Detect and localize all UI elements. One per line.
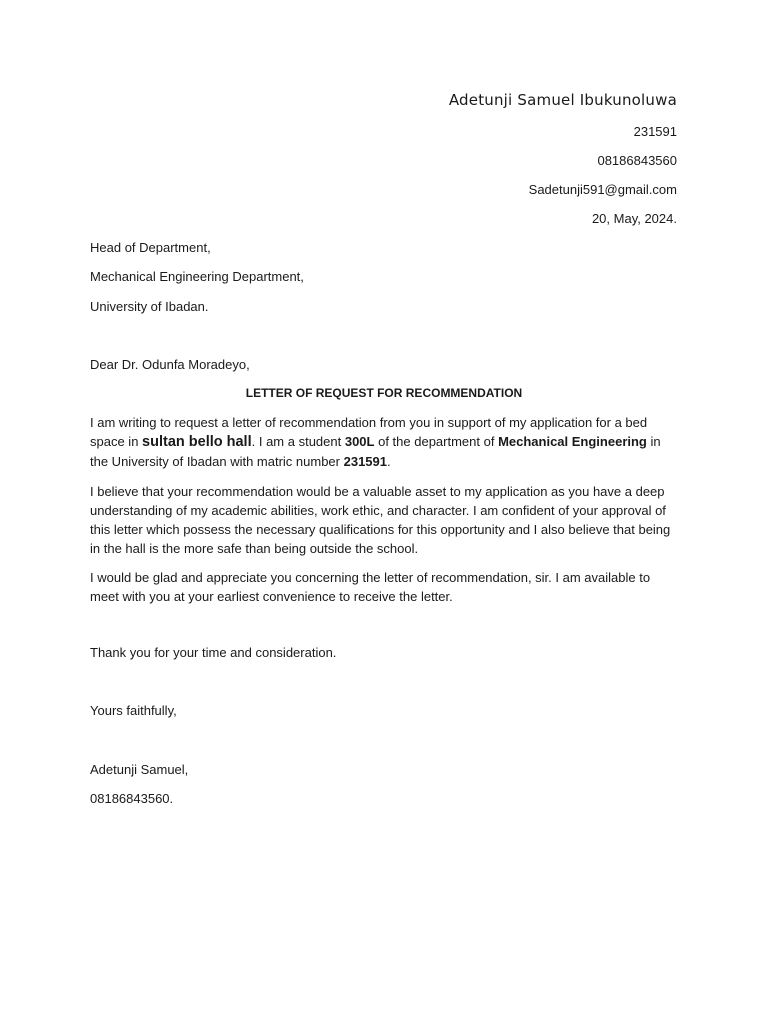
closing: Yours faithfully,	[90, 703, 177, 718]
paragraph-1-text-c: of the department of	[374, 434, 499, 449]
salutation: Dear Dr. Odunfa Moradeyo,	[90, 357, 250, 372]
paragraph-1-text-e: .	[387, 454, 391, 469]
sender-matric: 231591	[633, 124, 677, 139]
sender-name: Adetunji Samuel Ibukunoluwa	[448, 91, 677, 109]
sender-email: Sadetunji591@gmail.com	[528, 182, 677, 197]
letter-date: 20, May, 2024.	[591, 211, 677, 226]
sender-phone: 08186843560	[597, 153, 677, 168]
paragraph-2: I believe that your recommendation would be a valuable asset to my application as you have a deep understanding of my academic abilities, work ethic, and character. I am confident of your approval of this letter which possess the necessary qualifications for this opportunity and I also believe that being in the hall is the more safe than being outside the school.	[90, 484, 671, 556]
recipient-institution: University of Ibadan.	[90, 299, 209, 314]
student-level: 300L	[344, 434, 375, 449]
signature-name: Adetunji Samuel,	[90, 762, 189, 777]
thanks-line: Thank you for your time and consideration.	[90, 645, 337, 660]
recipient-title: Head of Department,	[90, 240, 211, 255]
recipient-department: Mechanical Engineering Department,	[90, 269, 304, 284]
matric-number: 231591	[343, 454, 387, 469]
paragraph-1-text-a: I am writing to request a letter of recommendation from you in support of my application for a bed space in	[90, 415, 648, 449]
department-name: Mechanical Engineering	[498, 434, 647, 449]
hall-name: sultan bello hall	[142, 434, 252, 450]
paragraph-3: I would be glad and appreciate you concerning the letter of recommendation, sir. I am available to meet with you at your earliest convenience to receive the letter.	[90, 570, 651, 604]
signature-phone: 08186843560.	[90, 791, 174, 806]
paragraph-1-text-b: . I am a student	[251, 434, 345, 449]
letter-title: LETTER OF REQUEST FOR RECOMMENDATION	[245, 386, 523, 400]
paragraph-1-text-d: in the University of Ibadan with matric number	[90, 434, 661, 469]
paragraph-1	[90, 413, 680, 471]
